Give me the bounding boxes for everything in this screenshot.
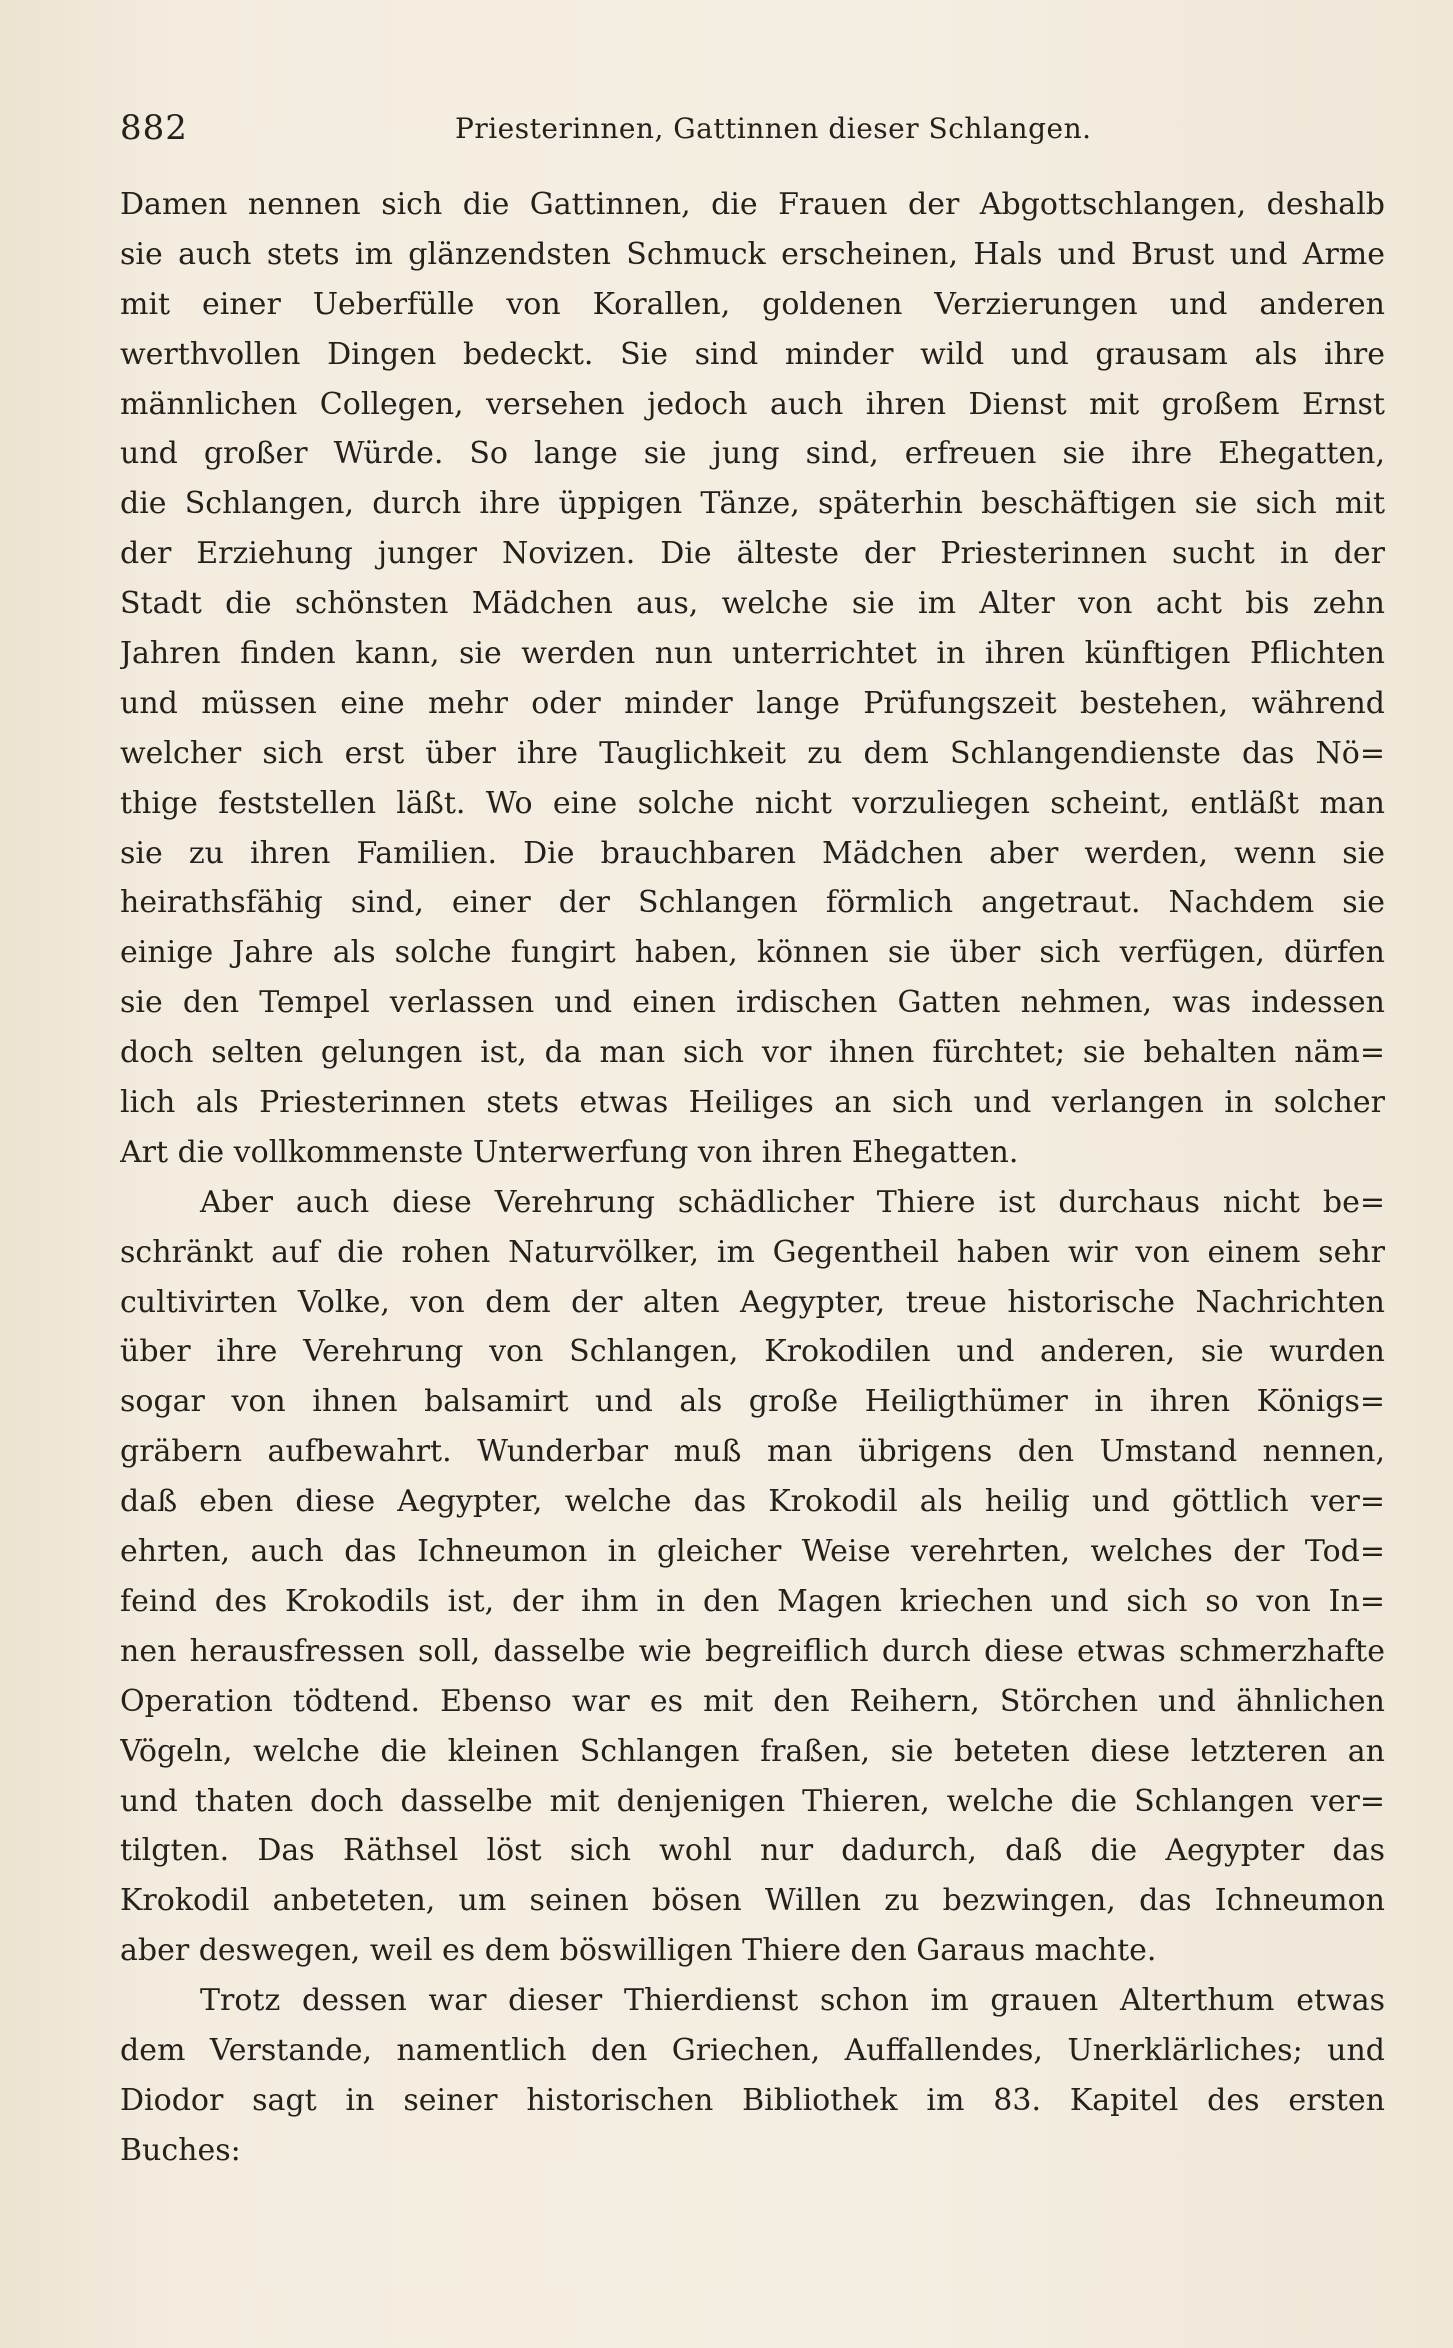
- text-line: sogar von ihnen balsamirt und als große Heiligthümer in ihren Königs=: [120, 1384, 1385, 1420]
- text-line: welcher sich erst über ihre Tauglichkeit zu dem Schlangendienste das Nö=: [120, 735, 1385, 771]
- text-line: lich als Priesterinnen stets etwas Heiliges an sich und verlangen in solcher: [120, 1085, 1385, 1121]
- text-line: schränkt auf die rohen Naturvölker, im Gegentheil haben wir von einem sehr: [120, 1234, 1385, 1270]
- text-line: gräbern aufbewahrt. Wunderbar muß man übrigens den Umstand nennen,: [120, 1434, 1385, 1470]
- text-line: feind des Krokodils ist, der ihm in den Magen kriechen und sich so von In=: [120, 1583, 1385, 1619]
- text-line: Jahren finden kann, sie werden nun unterrichtet in ihren künftigen Pflichten: [120, 636, 1385, 672]
- text-line: Art die vollkommenste Unterwerfung von ihren Ehegatten.: [120, 1134, 1019, 1170]
- page-number: 882: [120, 108, 188, 148]
- text-line: thige feststellen läßt. Wo eine solche nicht vorzuliegen scheint, entläßt man: [120, 785, 1385, 821]
- text-line: sie den Tempel verlassen und einen irdischen Gatten nehmen, was indessen: [120, 985, 1385, 1021]
- text-line: werthvollen Dingen bedeckt. Sie sind minder wild und grausam als ihre: [120, 336, 1385, 372]
- body-text: [120, 180, 1385, 2176]
- text-line: mit einer Ueberfülle von Korallen, goldenen Verzierungen und anderen: [120, 286, 1385, 322]
- text-line: sie zu ihren Familien. Die brauchbaren Mädchen aber werden, wenn sie: [120, 835, 1385, 871]
- text-line: doch selten gelungen ist, da man sich vor ihnen fürchtet; sie behalten näm=: [120, 1035, 1385, 1071]
- text-line: nen herausfressen soll, dasselbe wie begreiflich durch diese etwas schmerzhafte: [120, 1633, 1385, 1669]
- text-line: einige Jahre als solche fungirt haben, können sie über sich verfügen, dürfen: [120, 935, 1385, 971]
- text-line: Operation tödtend. Ebenso war es mit den Reihern, Störchen und ähnlichen: [120, 1683, 1385, 1719]
- text-line: Damen nennen sich die Gattinnen, die Frauen der Abgottschlangen, deshalb: [120, 187, 1385, 222]
- text-line: die Schlangen, durch ihre üppigen Tänze, späterhin beschäftigen sie sich mit: [120, 486, 1385, 522]
- text-line: heirathsfähig sind, einer der Schlangen förmlich angetraut. Nachdem sie: [120, 885, 1385, 921]
- text-line: männlichen Collegen, versehen jedoch auch ihren Dienst mit großem Ernst: [120, 386, 1385, 422]
- text-line: Buches:: [120, 2132, 241, 2168]
- text-line: und thaten doch dasselbe mit denjenigen Thieren, welche die Schlangen ver=: [120, 1783, 1385, 1819]
- text-line: Aber auch diese Verehrung schädlicher Thiere ist durchaus nicht be=: [200, 1184, 1385, 1220]
- text-line: sie auch stets im glänzendsten Schmuck erscheinen, Hals und Brust und Arme: [120, 236, 1385, 272]
- text-line: Diodor sagt in seiner historischen Bibliothek im 83. Kapitel des ersten: [120, 2082, 1385, 2118]
- page-header: [120, 108, 1390, 158]
- text-line: aber deswegen, weil es dem böswilligen Thiere den Garaus machte.: [120, 1933, 1157, 1969]
- text-line: der Erziehung junger Novizen. Die älteste der Priesterinnen sucht in der: [120, 536, 1385, 572]
- text-line: daß eben diese Aegypter, welche das Krokodil als heilig und göttlich ver=: [120, 1484, 1385, 1520]
- text-line: dem Verstande, namentlich den Griechen, Auffallendes, Unerklärliches; und: [120, 2032, 1385, 2068]
- text-line: Trotz dessen war dieser Thierdienst schon im grauen Alterthum etwas: [200, 1983, 1385, 2019]
- text-line: cultivirten Volke, von dem der alten Aegypter, treue historische Nachrichten: [120, 1284, 1385, 1320]
- text-line: Stadt die schönsten Mädchen aus, welche sie im Alter von acht bis zehn: [120, 586, 1385, 622]
- text-line: Krokodil anbeteten, um seinen bösen Willen zu bezwingen, das Ichneumon: [120, 1883, 1385, 1919]
- text-line: tilgten. Das Räthsel löst sich wohl nur dadurch, daß die Aegypter das: [120, 1833, 1385, 1869]
- text-line: Vögeln, welche die kleinen Schlangen fraßen, sie beteten diese letzteren an: [120, 1733, 1385, 1769]
- running-title: Priesterinnen, Gattinnen dieser Schlangen.: [455, 112, 1092, 145]
- text-line: über ihre Verehrung von Schlangen, Krokodilen und anderen, sie wurden: [120, 1334, 1385, 1370]
- text-line: und müssen eine mehr oder minder lange Prüfungszeit bestehen, während: [120, 685, 1385, 721]
- text-line: ehrten, auch das Ichneumon in gleicher Weise verehrten, welches der Tod=: [120, 1534, 1385, 1570]
- text-line: und großer Würde. So lange sie jung sind, erfreuen sie ihre Ehegatten,: [120, 436, 1385, 472]
